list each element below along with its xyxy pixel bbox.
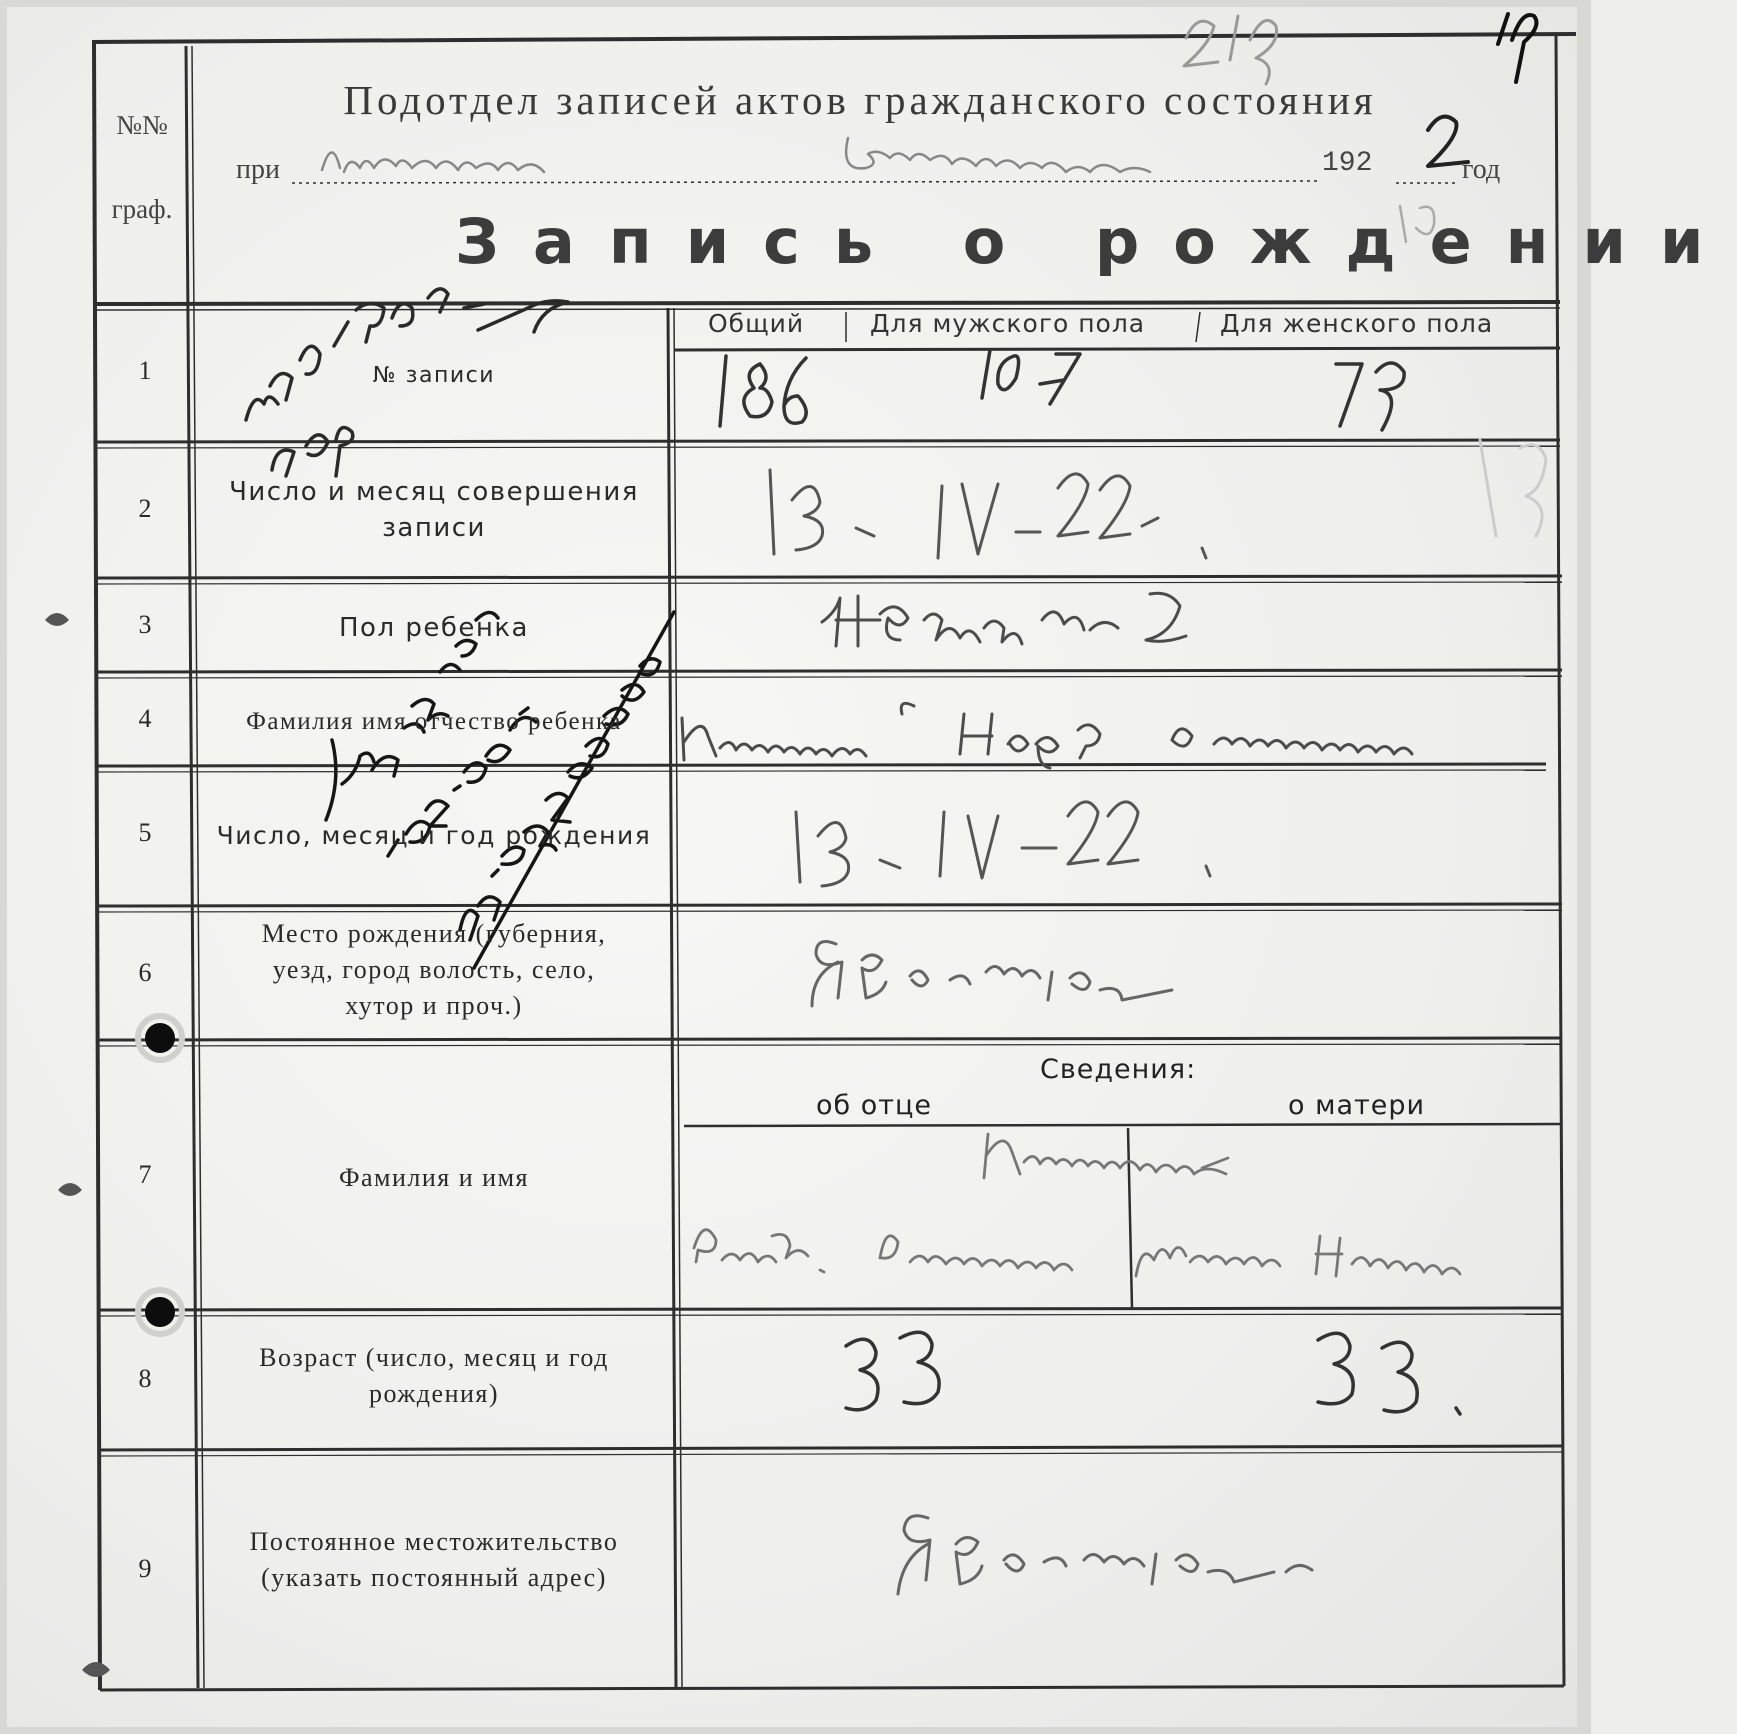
row-label — [198, 704, 670, 740]
row-label-line: Фамилия имя отчество ребенка — [246, 708, 622, 735]
hw-row7-mother — [1136, 1236, 1460, 1276]
row-label-line: рождения) — [368, 1379, 500, 1408]
row-label — [198, 818, 670, 854]
hw-row6-place — [812, 942, 1172, 1006]
row-label — [198, 1160, 670, 1196]
hw-row5-date — [796, 802, 1210, 886]
info-father: об отце — [816, 1090, 932, 1121]
hw-row1-female — [1336, 363, 1404, 430]
row-number: 1 — [138, 356, 152, 385]
hw-row7-surname — [984, 1134, 1228, 1178]
row-number: 8 — [138, 1364, 152, 1393]
hw-row7-father — [694, 1230, 1072, 1272]
info-mother: о матери — [1288, 1090, 1426, 1121]
row-number: 4 — [138, 704, 152, 733]
num-header-line1: №№ — [116, 110, 168, 140]
hw-row9-place — [898, 1516, 1312, 1594]
row-number: 6 — [138, 958, 152, 987]
row-label — [198, 610, 670, 646]
col-header-female: Для женского пола — [1220, 309, 1494, 338]
hw-archive-number — [1184, 16, 1277, 84]
row-label-line: Возраст (число, месяц и год — [259, 1343, 609, 1372]
row-number: 3 — [138, 610, 152, 639]
num-header-line2: граф. — [111, 194, 173, 224]
info-heading: Сведения: — [1040, 1054, 1197, 1085]
row-label-line: записи — [382, 513, 486, 543]
form-year-suffix: год — [1462, 154, 1501, 185]
row-number: 9 — [138, 1554, 152, 1583]
row-label-line: хутор и проч.) — [345, 991, 523, 1020]
hw-row3-sex — [822, 593, 1186, 646]
form-subtitle: Запись о рождении — [455, 205, 1737, 278]
row-label-line: Число и месяц совершения — [229, 477, 639, 507]
hw-office-name — [322, 138, 1150, 172]
row-label-line: Место рождения (губерния, — [261, 919, 607, 948]
row-label-line: № записи — [372, 363, 496, 388]
hw-row2-date — [770, 470, 1206, 558]
hw-row8-father — [846, 1332, 939, 1410]
row-label-line: Число, месяц и год рождения — [216, 821, 652, 850]
hw-row1-male — [982, 350, 1080, 404]
hw-row8-mother — [1318, 1333, 1460, 1414]
row-label-line: (указать постоянный адрес) — [261, 1563, 607, 1592]
row-label — [198, 358, 670, 394]
hw-row1-general — [720, 356, 806, 426]
row-label — [198, 916, 670, 1024]
hole-punches — [45, 613, 182, 1677]
col-header-general: Общий — [708, 309, 805, 338]
form-year-prefix: 192 — [1322, 148, 1373, 179]
row-label — [198, 474, 670, 546]
row-label-line: уезд, город волость, село, — [272, 955, 596, 984]
col-header-male: Для мужского пола — [870, 309, 1146, 338]
form-pri-label: при — [236, 154, 280, 185]
form-title: Подотдел записей актов гражданского состояния — [343, 77, 1377, 123]
row-label-line: Фамилия и имя — [338, 1163, 530, 1192]
row-label — [198, 1524, 670, 1596]
row-number: 2 — [138, 494, 152, 523]
row-label-line: Постоянное местожительство — [249, 1527, 619, 1556]
hw-row4-name — [682, 703, 1412, 768]
outer-border — [92, 34, 1576, 1690]
row-label — [198, 1340, 670, 1412]
hw-margin-note — [326, 612, 674, 968]
row-label-line: Пол ребенка — [338, 613, 529, 643]
row-number: 5 — [138, 818, 152, 847]
hw-page-number — [1498, 14, 1536, 82]
row-number: 7 — [138, 1160, 152, 1189]
